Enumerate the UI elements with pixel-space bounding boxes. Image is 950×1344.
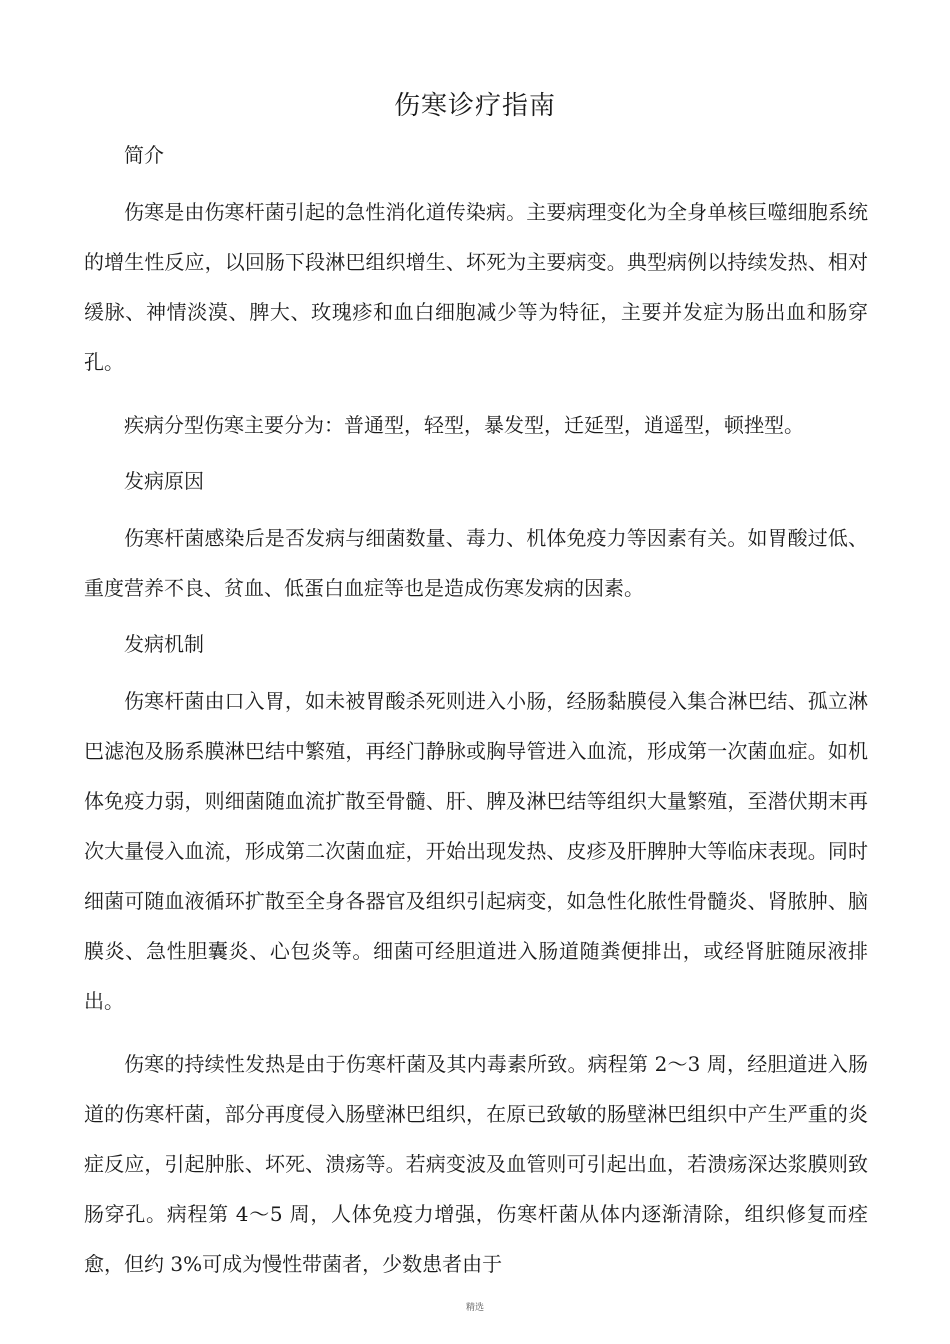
paragraph-mechanism-2: 伤寒的持续性发热是由于伤寒杆菌及其内毒素所致。病程第 2～3 周，经胆道进入肠道的伤寒杆菌，部分再度侵入肠壁淋巴组织，在原已致敏的肠壁淋巴组织中产生严重的炎症反应，引起肿胀、坏死、溃疡等。若病变波及血管则可引起出血，若溃疡深达浆膜则致肠穿孔。病程第 4～5 周，人体免疫力增强，伤寒杆菌从体内逐渐清除，组织修复而痊愈，但约 3%可成为慢性带菌者，少数患者由于 — [84, 1052, 868, 1276]
section-heading-cause: 发病原因 — [124, 469, 204, 493]
document-body — [84, 137, 868, 1302]
section-heading-intro: 简介 — [124, 143, 164, 167]
paragraph-classification: 疾病分型伤寒主要分为：普通型，轻型，暴发型，迁延型，逍遥型，顿挫型。 — [124, 413, 804, 437]
page-footer: 精选 — [465, 1303, 484, 1313]
paragraph-intro: 伤寒是由伤寒杆菌引起的急性消化道传染病。主要病理变化为全身单核巨噬细胞系统的增生性反应，以回肠下段淋巴组织增生、坏死为主要病变。典型病例以持续发热、相对缓脉、神情淡漠、脾大、玫瑰疹和血白细胞减少等为特征，主要并发症为肠出血和肠穿孔。 — [84, 200, 868, 374]
document-title: 伤寒诊疗指南 — [393, 91, 556, 121]
section-heading-mechanism: 发病机制 — [124, 632, 204, 656]
paragraph-mechanism-1: 伤寒杆菌由口入胃，如未被胃酸杀死则进入小肠，经肠黏膜侵入集合淋巴结、孤立淋巴滤泡及肠系膜淋巴结中繁殖，再经门静脉或胸导管进入血流，形成第一次菌血症。如机体免疫力弱，则细菌随血流扩散至骨髓、肝、脾及淋巴结等组织大量繁殖，至潜伏期末再次大量侵入血流，形成第二次菌血症，开始出现发热、皮疹及肝脾肿大等临床表现。同时细菌可随血液循环扩散至全身各器官及组织引起病变，如急性化脓性骨髓炎、肾脓肿、脑膜炎、急性胆囊炎、心包炎等。细菌可经胆道进入肠道随粪便排出，或经肾脏随尿液排出。 — [84, 689, 868, 1013]
paragraph-cause: 伤寒杆菌感染后是否发病与细菌数量、毒力、机体免疫力等因素有关。如胃酸过低、重度营养不良、贫血、低蛋白血症等也是造成伤寒发病的因素。 — [84, 526, 868, 600]
